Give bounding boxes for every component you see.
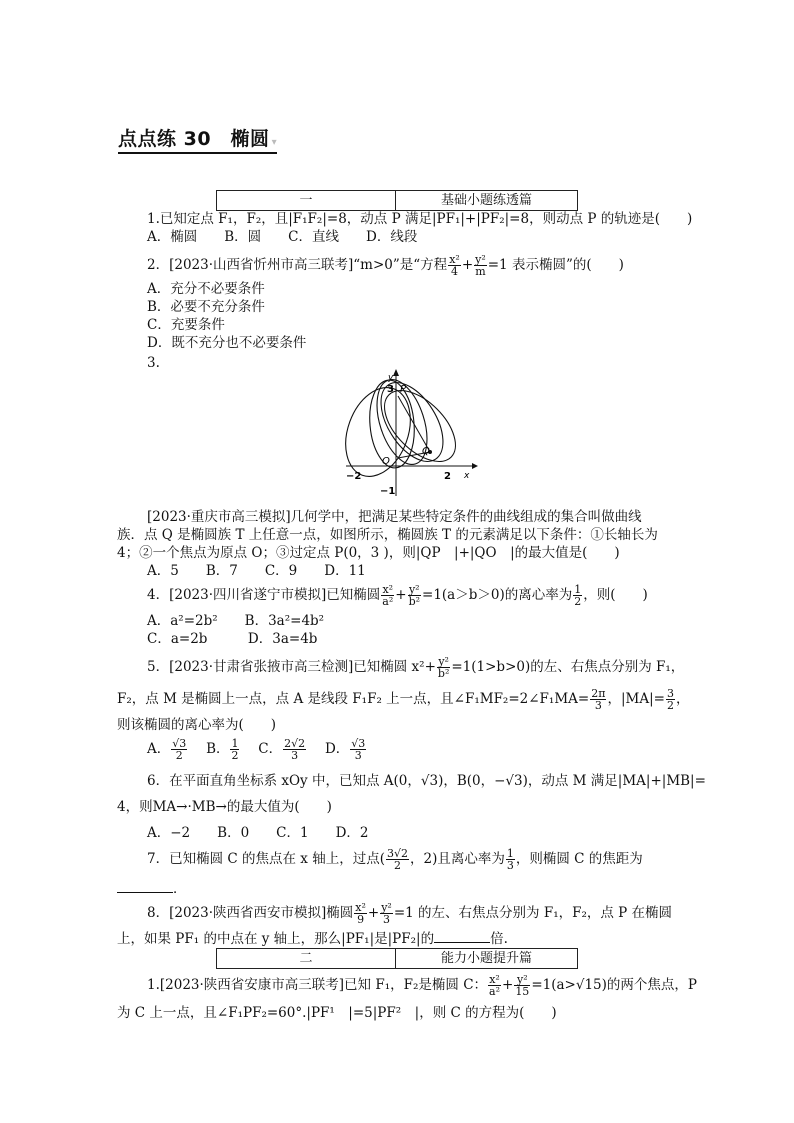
question-2-prefix: 2．[2023·山西省忻州市高三联考]“m>0”是“方程 <box>147 257 448 273</box>
question-4-stem: 4．[2023·四川省遂宁市模拟]已知椭圆 $\frac{\text{x²}}{\text{a²}}$ + $\frac{\text{y²}}{\text{b²}}$ =1(a＞b＞0)的离心率为 $\frac{1}{2}$ ，则( ) <box>147 583 648 608</box>
question-2-stem: 2．[2023·山西省忻州市高三联考]“m>0”是“方程 $\frac{\text{x²}}{4}$ + $\frac{\text{y²}}{m}$ =1 表示椭圆”的( ) <box>147 253 624 278</box>
x-axis-label: x <box>464 471 470 481</box>
question-3-line-1: [2023·重庆市高三模拟]几何学中，把满足某些特定条件的曲线组成的集合叫做曲线 <box>147 509 642 525</box>
question-3-line-3: 4；②一个焦点为原点 O；③过定点 P(0，3 )，则|QP |+|QO |的最大值是( ) <box>117 545 620 561</box>
section-number: 一 <box>217 191 396 210</box>
question-2-option-c: C．充要条件 <box>147 317 225 333</box>
question-1-options: A．椭圆 B．圆 C．直线 D．线段 <box>147 229 418 245</box>
fraction: $\frac{\text{y²}}{m}$ <box>475 253 486 278</box>
y-axis-arrow-icon <box>393 369 399 376</box>
question-2-option-a: A．充分不必要条件 <box>147 281 265 297</box>
tick-2-label: 2 <box>444 471 451 482</box>
fraction: $\frac{√3}{2}$ <box>172 737 187 762</box>
question-5-line-3: 则该椭圆的离心率为( ) <box>117 717 277 733</box>
question-4-options-1: A．a²=2b² B．3a²=4b² <box>147 613 325 629</box>
point-p-label: P <box>400 384 407 395</box>
answer-blank[interactable] <box>117 880 173 893</box>
fraction: $\frac{√3}{3}$ <box>351 737 366 762</box>
dropdown-marker-icon: ▾ <box>271 137 278 148</box>
fraction: $\frac{3√2}{2}$ <box>386 847 408 872</box>
fraction: $\frac{1}{3}$ <box>506 847 514 872</box>
fraction: $\frac{\text{y²}}{3}$ <box>381 901 392 926</box>
problem-2-1-line-2: 为 C 上一点，且∠F₁PF₂=60°.|PF¹ |=5|PF² |，则 C 的方程为( ) <box>117 1005 557 1021</box>
answer-blank[interactable] <box>434 930 490 943</box>
question-2-option-b: B．必要不充分条件 <box>147 299 265 315</box>
question-1-stem: 1.已知定点 F₁，F₂，且|F₁F₂|=8，动点 P 满足|PF₁|+|PF₂|=8，则动点 P 的轨迹是( ) <box>147 211 693 227</box>
page-title: 点点练 30 椭圆 ▾ <box>118 124 277 154</box>
problem-2-1-line-1: 1.[2023·陕西省安康市高三联考]已知 F₁，F₂是椭圆 C： $\frac{\text{x²}}{\text{a²}}$ + $\frac{\text{y²}}{15}$ =1(a>√15)的两个焦点，P <box>147 973 697 998</box>
question-3-line-2: 族．点 Q 是椭圆族 T 上任意一点，如图所示，椭圆族 T 的元素满足以下条件：①长轴长为 <box>117 527 658 543</box>
tick-neg2-label: −2 <box>346 471 362 482</box>
fraction: $\frac{\text{x²}}{\text{a²}}$ <box>489 973 500 998</box>
fraction: $\frac{\text{y²}}{\text{b²}}$ <box>437 655 450 680</box>
fraction: $\frac{\text{x²}}{4}$ <box>449 253 460 278</box>
fraction: $\frac{3}{2}$ <box>666 687 674 712</box>
question-5-options: A． $\frac{√3}{2}$ B． $\frac{1}{2}$ C． $\frac{2√2}{3}$ D． $\frac{√3}{3}$ <box>147 737 366 762</box>
tick-neg1-label: −1 <box>380 486 396 497</box>
fraction: $\frac{1}{2}$ <box>574 583 582 608</box>
question-5-line-2: F₂，点 M 是椭圆上一点，点 A 是线段 F₁F₂ 上一点，且∠F₁MF₂=2∠F₁MA= $\frac{2\pi}{3}$ ，|MA|= $\frac{3}{2}$ ， <box>117 687 690 712</box>
section-header-advanced <box>216 948 578 969</box>
ellipse-curve <box>340 379 422 486</box>
fraction: $\frac{2√2}{3}$ <box>284 737 306 762</box>
question-2-option-d: D．既不充分也不必要条件 <box>147 335 307 351</box>
tick-3-label: 3 <box>387 384 394 395</box>
fraction: $\frac{\text{y²}}{15}$ <box>515 973 530 998</box>
fraction: $\frac{\text{x²}}{\text{a²}}$ <box>382 583 394 608</box>
question-8-line-2: 上，如果 PF₁ 的中点在 y 轴上，那么|PF₁|是|PF₂|的 倍. <box>117 931 508 947</box>
question-5-line-1: 5．[2023·甘肃省张掖市高三检测]已知椭圆 x²+ $\frac{\text{y²}}{\text{b²}}$ =1(1>b>0)的左、右焦点分别为 F₁， <box>147 655 685 680</box>
question-4-options-2: C．a=2b D．3a=4b <box>147 631 318 647</box>
section-number: 二 <box>217 949 396 968</box>
question-3-number: 3. <box>147 355 160 371</box>
question-6-line-2: 4，则MA→·MB→的最大值为( ) <box>117 799 332 815</box>
fraction: $\frac{2\pi}{3}$ <box>591 687 606 712</box>
fraction: $\frac{\text{x²}}{9}$ <box>355 901 366 926</box>
question-6-options: A．−2 B．0 C．1 D．2 <box>147 825 369 841</box>
ellipse-family-figure <box>340 368 480 500</box>
section-header-basic <box>216 190 578 211</box>
section-name: 能力小题提升篇 <box>440 951 532 966</box>
question-7-line-2: ． <box>117 880 187 898</box>
question-6-line-1: 6．在平面直角坐标系 xOy 中，已知点 A(0，√3)，B(0，−√3)，动点 M 满足|MA|+|MB|= <box>147 773 706 789</box>
fraction: $\frac{\text{y²}}{\text{b²}}$ <box>408 583 421 608</box>
question-2-suffix: =1 表示椭圆”的( ) <box>487 257 624 273</box>
question-3-options: A．5 B．7 C．9 D．11 <box>147 563 366 579</box>
y-axis-label: y <box>388 373 394 383</box>
x-axis-arrow-icon <box>472 463 478 469</box>
origin-label: O <box>382 456 390 467</box>
fraction: $\frac{1}{2}$ <box>231 737 239 762</box>
question-8-line-1: 8．[2023·陕西省西安市模拟]椭圆 $\frac{\text{x²}}{9}$ + $\frac{\text{y²}}{3}$ =1 的左、右焦点分别为 F₁，F₂，点 P 在椭圆 <box>147 901 673 926</box>
question-7-line-1: 7．已知椭圆 C 的焦点在 x 轴上，过点( $\frac{3√2}{2}$ ，2)且离心率为 $\frac{1}{3}$ ，则椭圆 C 的焦距为 <box>147 847 643 872</box>
point-q-label: Q <box>422 446 430 457</box>
section-name: 基础小题练透篇 <box>440 193 532 208</box>
